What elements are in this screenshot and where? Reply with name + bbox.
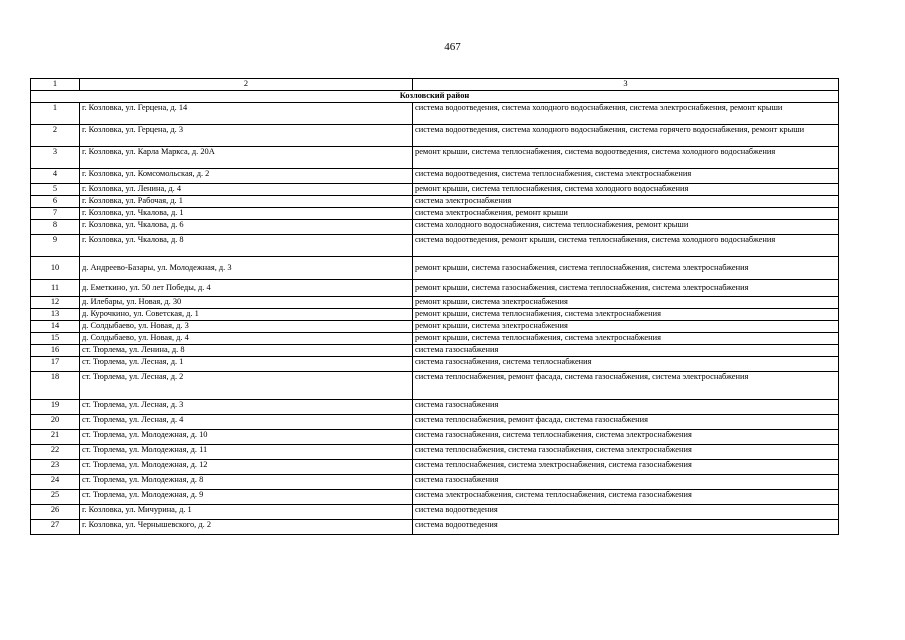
table-row [31,475,839,490]
row-address: г. Козловка, ул. Чкалова, д. 8 [80,235,413,257]
row-works: система водоотведения [413,520,839,535]
row-works: система холодного водоснабжения, система теплоснабжения, ремонт крыши [413,220,839,235]
table-row [31,184,839,196]
repair-table [30,78,839,535]
row-number: 10 [31,257,80,280]
row-number: 16 [31,345,80,357]
row-number: 15 [31,333,80,345]
table-row [31,321,839,333]
table-row [31,357,839,372]
row-works: система газоснабжения [413,345,839,357]
row-number: 27 [31,520,80,535]
table-row [31,147,839,169]
row-works: ремонт крыши, система теплоснабжения, система водоотведения, система холодного водоснабжения [413,147,839,169]
row-works: система теплоснабжения, система газоснабжения, система электроснабжения [413,445,839,460]
row-address: ст. Тюрлема, ул. Молодежная, д. 12 [80,460,413,475]
row-works: система водоотведения [413,505,839,520]
row-works: система газоснабжения [413,475,839,490]
table-row [31,125,839,147]
table-row [31,460,839,475]
district-name: Козловский район [31,91,839,103]
table-row [31,372,839,400]
row-works: система теплоснабжения, ремонт фасада, система газоснабжения, система электроснабжения [413,372,839,400]
row-number: 21 [31,430,80,445]
table-row [31,196,839,208]
table-row [31,235,839,257]
row-address: д. Солдыбаево, ул. Новая, д. 3 [80,321,413,333]
row-number: 18 [31,372,80,400]
table-row [31,505,839,520]
table-row [31,208,839,220]
row-number: 23 [31,460,80,475]
table-row [31,430,839,445]
table-row [31,103,839,125]
row-address: г. Козловка, ул. Рабочая, д. 1 [80,196,413,208]
row-address: ст. Тюрлема, ул. Молодежная, д. 9 [80,490,413,505]
row-number: 17 [31,357,80,372]
row-number: 2 [31,125,80,147]
row-works: система водоотведения, система холодного водоснабжения, система горячего водоснабжения, ремонт крыши [413,125,839,147]
row-number: 12 [31,297,80,309]
row-address: ст. Тюрлема, ул. Молодежная, д. 8 [80,475,413,490]
row-number: 7 [31,208,80,220]
row-works: система газоснабжения, система теплоснабжения, система электроснабжения [413,430,839,445]
row-address: ст. Тюрлема, ул. Ленина, д. 8 [80,345,413,357]
row-address: г. Козловка, ул. Герцена, д. 14 [80,103,413,125]
row-works: ремонт крыши, система электроснабжения [413,321,839,333]
row-works: ремонт крыши, система электроснабжения [413,297,839,309]
table-row [31,345,839,357]
row-number: 11 [31,280,80,297]
row-number: 24 [31,475,80,490]
row-works: система водоотведения, система холодного водоснабжения, система электроснабжения, ремонт крыши [413,103,839,125]
table-row [31,333,839,345]
table-row [31,400,839,415]
row-number: 19 [31,400,80,415]
table-row [31,415,839,430]
row-works: система электроснабжения, система теплоснабжения, система газоснабжения [413,490,839,505]
column-header-2: 2 [80,79,413,91]
column-header-3: 3 [413,79,839,91]
row-address: г. Козловка, ул. Комсомольская, д. 2 [80,169,413,184]
table-row [31,309,839,321]
row-number: 8 [31,220,80,235]
row-address: г. Козловка, ул. Мичурина, д. 1 [80,505,413,520]
row-number: 6 [31,196,80,208]
row-works: система электроснабжения [413,196,839,208]
row-address: г. Козловка, ул. Чкалова, д. 6 [80,220,413,235]
row-address: д. Солдыбаево, ул. Новая, д. 4 [80,333,413,345]
row-works: система водоотведения, ремонт крыши, система теплоснабжения, система холодного водоснабжения [413,235,839,257]
column-header-1: 1 [31,79,80,91]
row-number: 4 [31,169,80,184]
row-number: 20 [31,415,80,430]
row-works: система газоснабжения [413,400,839,415]
row-works: система теплоснабжения, ремонт фасада, система газоснабжения [413,415,839,430]
row-works: система электроснабжения, ремонт крыши [413,208,839,220]
row-address: г. Козловка, ул. Ленина, д. 4 [80,184,413,196]
row-address: ст. Тюрлема, ул. Лесная, д. 2 [80,372,413,400]
row-address: ст. Тюрлема, ул. Лесная, д. 3 [80,400,413,415]
table-row [31,220,839,235]
row-number: 9 [31,235,80,257]
row-works: система теплоснабжения, система электроснабжения, система газоснабжения [413,460,839,475]
row-number: 14 [31,321,80,333]
row-works: система газоснабжения, система теплоснабжения [413,357,839,372]
row-number: 13 [31,309,80,321]
page-number: 467 [444,41,461,53]
row-number: 3 [31,147,80,169]
row-number: 26 [31,505,80,520]
row-number: 22 [31,445,80,460]
row-address: д. Андреево-Базары, ул. Молодежная, д. 3 [80,257,413,280]
table-row [31,257,839,280]
row-works: ремонт крыши, система газоснабжения, система теплоснабжения, система электроснабжения [413,257,839,280]
row-works: ремонт крыши, система теплоснабжения, система холодного водоснабжения [413,184,839,196]
row-works: ремонт крыши, система теплоснабжения, система электроснабжения [413,309,839,321]
row-address: ст. Тюрлема, ул. Лесная, д. 1 [80,357,413,372]
row-address: ст. Тюрлема, ул. Молодежная, д. 10 [80,430,413,445]
row-number: 1 [31,103,80,125]
row-address: г. Козловка, ул. Карла Маркса, д. 20А [80,147,413,169]
row-address: ст. Тюрлема, ул. Лесная, д. 4 [80,415,413,430]
row-address: г. Козловка, ул. Герцена, д. 3 [80,125,413,147]
row-number: 5 [31,184,80,196]
table-row [31,445,839,460]
row-works: ремонт крыши, система теплоснабжения, система электроснабжения [413,333,839,345]
row-address: д. Курочкино, ул. Советская, д. 1 [80,309,413,321]
row-address: д. Еметкино, ул. 50 лет Победы, д. 4 [80,280,413,297]
table-row [31,520,839,535]
row-works: ремонт крыши, система газоснабжения, система теплоснабжения, система электроснабжения [413,280,839,297]
row-number: 25 [31,490,80,505]
row-address: г. Козловка, ул. Чкалова, д. 1 [80,208,413,220]
table-row [31,280,839,297]
table-row [31,297,839,309]
table-row [31,169,839,184]
row-works: система водоотведения, система теплоснабжения, система электроснабжения [413,169,839,184]
row-address: д. Илебары, ул. Новая, д. 30 [80,297,413,309]
column-number-row [31,79,839,91]
row-address: г. Козловка, ул. Чернышевского, д. 2 [80,520,413,535]
district-row [31,91,839,103]
row-address: ст. Тюрлема, ул. Молодежная, д. 11 [80,445,413,460]
table-row [31,490,839,505]
